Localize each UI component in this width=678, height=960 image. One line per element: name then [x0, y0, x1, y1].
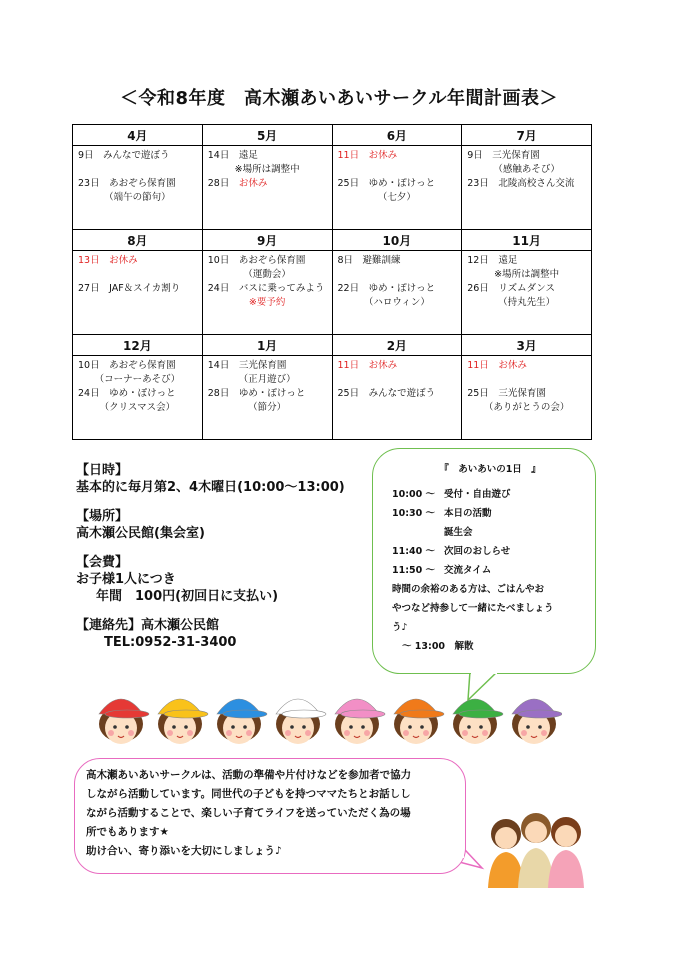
daily-schedule: [392, 460, 588, 656]
event-line: （正月遊び）: [238, 374, 296, 385]
event-line: 14日 遠足: [207, 150, 258, 161]
description-line: しながら活動しています。同世代の子どもを持つママたちとお話しし: [86, 788, 411, 800]
event-line: ※場所は調整中: [494, 269, 560, 280]
event-line: 28日 ゆめ・ぽけっと: [207, 388, 306, 399]
event-line: 9日 三光保育園: [467, 150, 540, 161]
month-header: 11月: [462, 230, 592, 251]
event-line: ※場所は調整中: [234, 164, 300, 175]
time-label: 【日時】: [76, 463, 129, 478]
month-header: 9月: [202, 230, 332, 251]
child-face-icon: [217, 699, 267, 744]
time-value: 基本的に毎月第2、4木曜日(10:00～13:00): [76, 480, 345, 495]
schedule-note-line: 時間の余裕のある方は、ごはんやお: [392, 584, 545, 595]
mother-left: [488, 819, 524, 888]
mother-right: [548, 817, 584, 888]
month-header: 2月: [332, 335, 462, 356]
place-value: 高木瀬公民館(集会室): [76, 526, 205, 541]
child-face-icon: [276, 699, 326, 744]
month-header: 8月: [73, 230, 203, 251]
event-line: 24日 バスに乗ってみよう: [207, 283, 325, 294]
description-line: 助け合い、寄り添いを大切にしましょう♪: [86, 845, 282, 857]
child-face-icon: [394, 699, 444, 744]
event-line: 23日 北陵高校さん交流: [467, 178, 575, 189]
schedule-item: 10:00 ～ 受付・自由遊び: [392, 489, 511, 500]
event-line: 11日 お休み: [467, 360, 527, 371]
description-text: [86, 766, 456, 861]
event-line: 14日 三光保育園: [207, 360, 287, 371]
event-line: （持丸先生）: [498, 297, 556, 308]
child-face-icon: [335, 699, 385, 744]
event-line: 11日 お休み: [337, 150, 398, 161]
page-title: ＜令和8年度 高木瀬あいあいサークル年間計画表＞: [120, 88, 558, 109]
event-line: 12日 遠足: [467, 255, 518, 266]
fee-line-1: お子様1人につき: [76, 572, 176, 587]
month-header: 7月: [462, 125, 592, 146]
event-line: （感触あそび）: [493, 164, 560, 175]
child-face-icon: [99, 699, 149, 744]
event-line: （七夕）: [377, 192, 416, 203]
event-line: （節分）: [248, 402, 287, 413]
event-line: ※要予約: [248, 297, 286, 308]
contact-label: 【連絡先】高木瀬公民館: [76, 618, 220, 633]
child-face-icon: [512, 699, 562, 744]
month-header: 5月: [202, 125, 332, 146]
event-line: 10日 あおぞら保育園: [207, 255, 306, 266]
event-line: （ハロウィン）: [363, 297, 430, 308]
event-line: （ありがとうの会）: [483, 402, 570, 413]
event-line: （クリスマス会）: [99, 402, 176, 413]
schedule-heading: 『 あいあいの1日 』: [439, 464, 541, 475]
month-header: 10月: [332, 230, 462, 251]
description-line: ながら活動することで、楽しい子育てライフを送っていただく為の場: [86, 807, 411, 819]
event-line: 25日 三光保育園: [467, 388, 546, 399]
event-line: 26日 リズムダンス: [467, 283, 555, 294]
month-header: 4月: [73, 125, 203, 146]
event-line: （端午の節句）: [104, 192, 171, 203]
child-face-icon: [453, 699, 503, 744]
event-line: 25日 みんなで遊ぼう: [337, 388, 436, 399]
event-line: 22日 ゆめ・ぽけっと: [337, 283, 436, 294]
fee-label: 【会費】: [76, 555, 129, 570]
month-header: 12月: [73, 335, 203, 356]
event-line: （コーナーあそび）: [94, 374, 181, 385]
description-line: 高木瀬あいあいサークルは、活動の準備や片付けなどを参加者で協力: [86, 769, 412, 781]
event-line: 9日 みんなで遊ぼう: [78, 150, 170, 161]
child-face-icon: [158, 699, 208, 744]
event-line: 23日 あおぞら保育園: [78, 178, 176, 189]
mother-middle: [518, 813, 554, 888]
schedule-end: ～ 13:00 解散: [402, 641, 474, 652]
schedule-item: 10:30 ～ 本日の活動: [392, 508, 492, 519]
month-header: 6月: [332, 125, 462, 146]
month-header: 3月: [462, 335, 592, 356]
schedule-item: 11:40 ～ 次回のおしらせ: [392, 546, 511, 557]
event-line: 28日 お休み: [207, 178, 268, 189]
schedule-item: 誕生会: [444, 527, 473, 538]
event-line: 8日 避難訓練: [337, 255, 401, 266]
contact-tel: TEL:0952-31-3400: [104, 635, 237, 650]
place-label: 【場所】: [76, 509, 129, 524]
children-illustration: [92, 690, 562, 750]
schedule-note-line: う♪: [392, 622, 408, 633]
month-header: 1月: [202, 335, 332, 356]
description-line: 所でもあります★: [86, 826, 169, 838]
event-line: 11日 お休み: [337, 360, 398, 371]
schedule-note-line: やつなど持参して一緒にたべましょう: [392, 603, 554, 614]
event-line: （運動会）: [243, 269, 291, 280]
event-line: 10日 あおぞら保育園: [78, 360, 176, 371]
holiday-text: お休み: [238, 178, 268, 189]
event-line: 24日 ゆめ・ぽけっと: [78, 388, 176, 399]
event-line: 27日 JAF＆スイカ割り: [78, 283, 181, 294]
event-line: 25日 ゆめ・ぽけっと: [337, 178, 436, 189]
fee-line-2: 年間 100円(初回日に支払い): [96, 589, 279, 604]
event-line: 13日 お休み: [78, 255, 138, 266]
schedule-item: 11:50 ～ 交流タイム: [392, 565, 492, 576]
mothers-illustration: [482, 804, 592, 888]
